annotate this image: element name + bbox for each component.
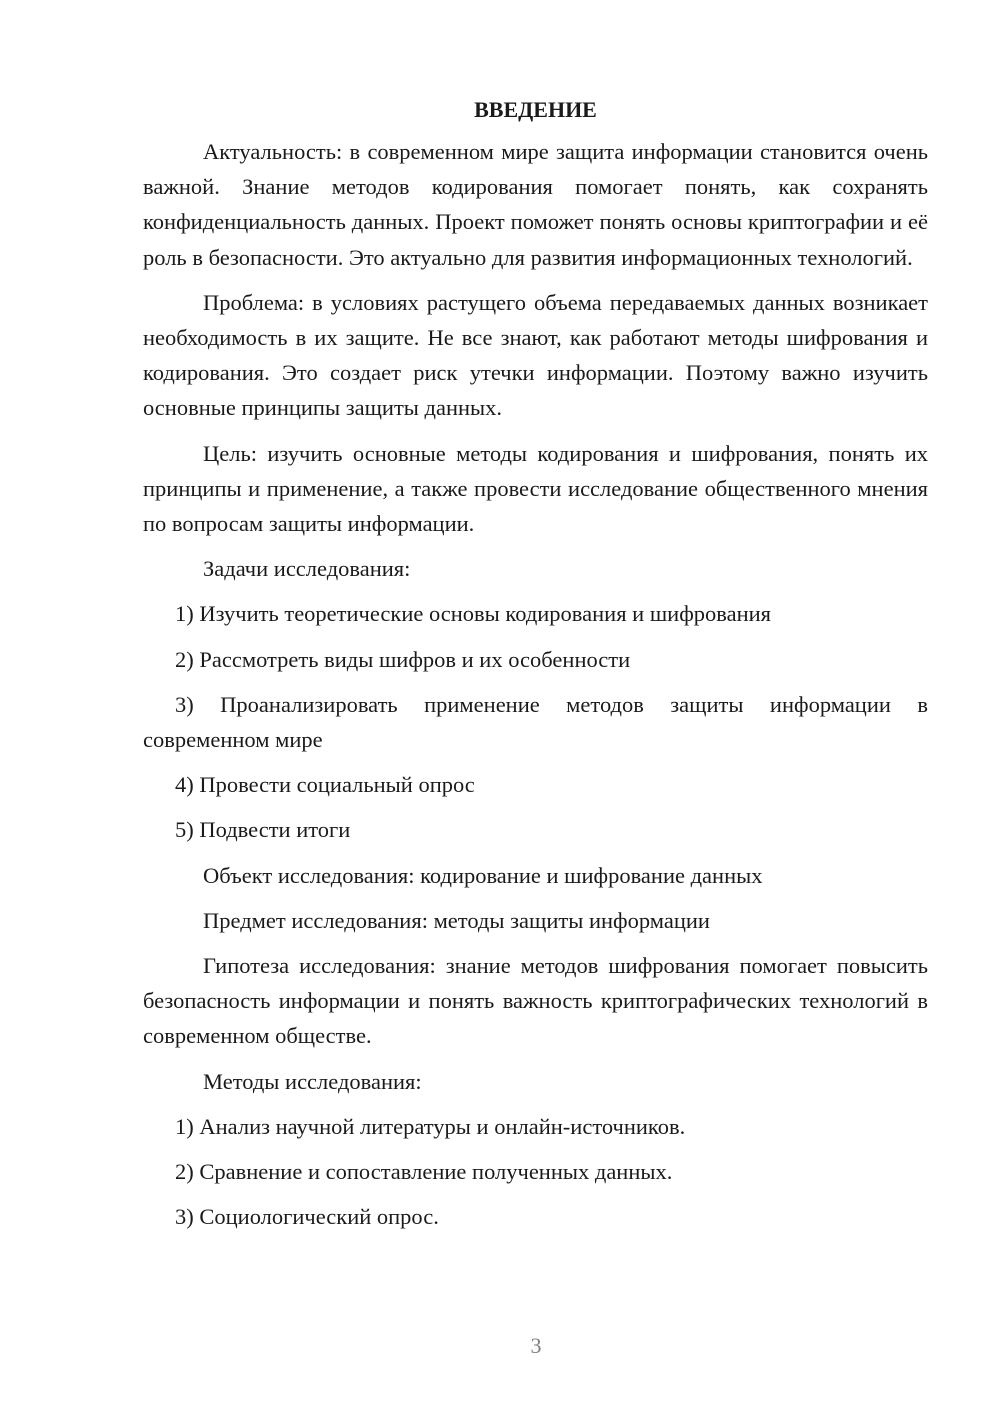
methods-heading: Методы исследования: bbox=[203, 1068, 422, 1094]
task-item: 3) Проанализировать применение методов защиты информации в современном мире bbox=[143, 691, 928, 753]
method-item: 3) Социологический опрос. bbox=[175, 1204, 439, 1230]
page-content bbox=[143, 92, 928, 1244]
task-item: 2) Рассмотреть виды шифров и их особенности bbox=[175, 646, 631, 672]
research-subject: Предмет исследования: методы защиты информации bbox=[203, 907, 710, 933]
method-item: 1) Анализ научной литературы и онлайн-источников. bbox=[175, 1113, 686, 1139]
page-number: 3 bbox=[530, 1333, 542, 1358]
task-item: 1) Изучить теоретические основы кодирования и шифрования bbox=[175, 601, 772, 627]
tasks-heading: Задачи исследования: bbox=[203, 556, 411, 582]
problem-paragraph: Проблема: в условиях растущего объема передаваемых данных возникает необходимость в их защите. Не все знают, как работают методы шифрования и кодирования. Это создает риск утечки информации. Поэтому важно изучить основные принципы защиты данных. bbox=[143, 289, 928, 421]
research-object: Объект исследования: кодирование и шифрование данных bbox=[203, 862, 763, 888]
method-item: 2) Сравнение и сопоставление полученных данных. bbox=[175, 1159, 673, 1185]
relevance-paragraph: Актуальность: в современном мире защита информации становится очень важной. Знание методов кодирования помогает понять, как сохранять конфиденциальность данных. Проект поможет понять основы криптографии и её роль в безопасности. Это актуально для развития информационных технологий. bbox=[143, 139, 928, 270]
task-item: 5) Подвести итоги bbox=[175, 817, 351, 843]
task-item: 4) Провести социальный опрос bbox=[175, 772, 475, 798]
goal-paragraph: Цель: изучить основные методы кодирования и шифрования, понять их принципы и применение, а также провести исследование общественного мнения по вопросам защиты информации. bbox=[143, 440, 928, 537]
hypothesis-paragraph: Гипотеза исследования: знание методов шифрования помогает повысить безопасность информации и понять важность криптографических технологий в современном обществе. bbox=[143, 953, 928, 1049]
section-title: ВВЕДЕНИЕ bbox=[474, 97, 597, 122]
